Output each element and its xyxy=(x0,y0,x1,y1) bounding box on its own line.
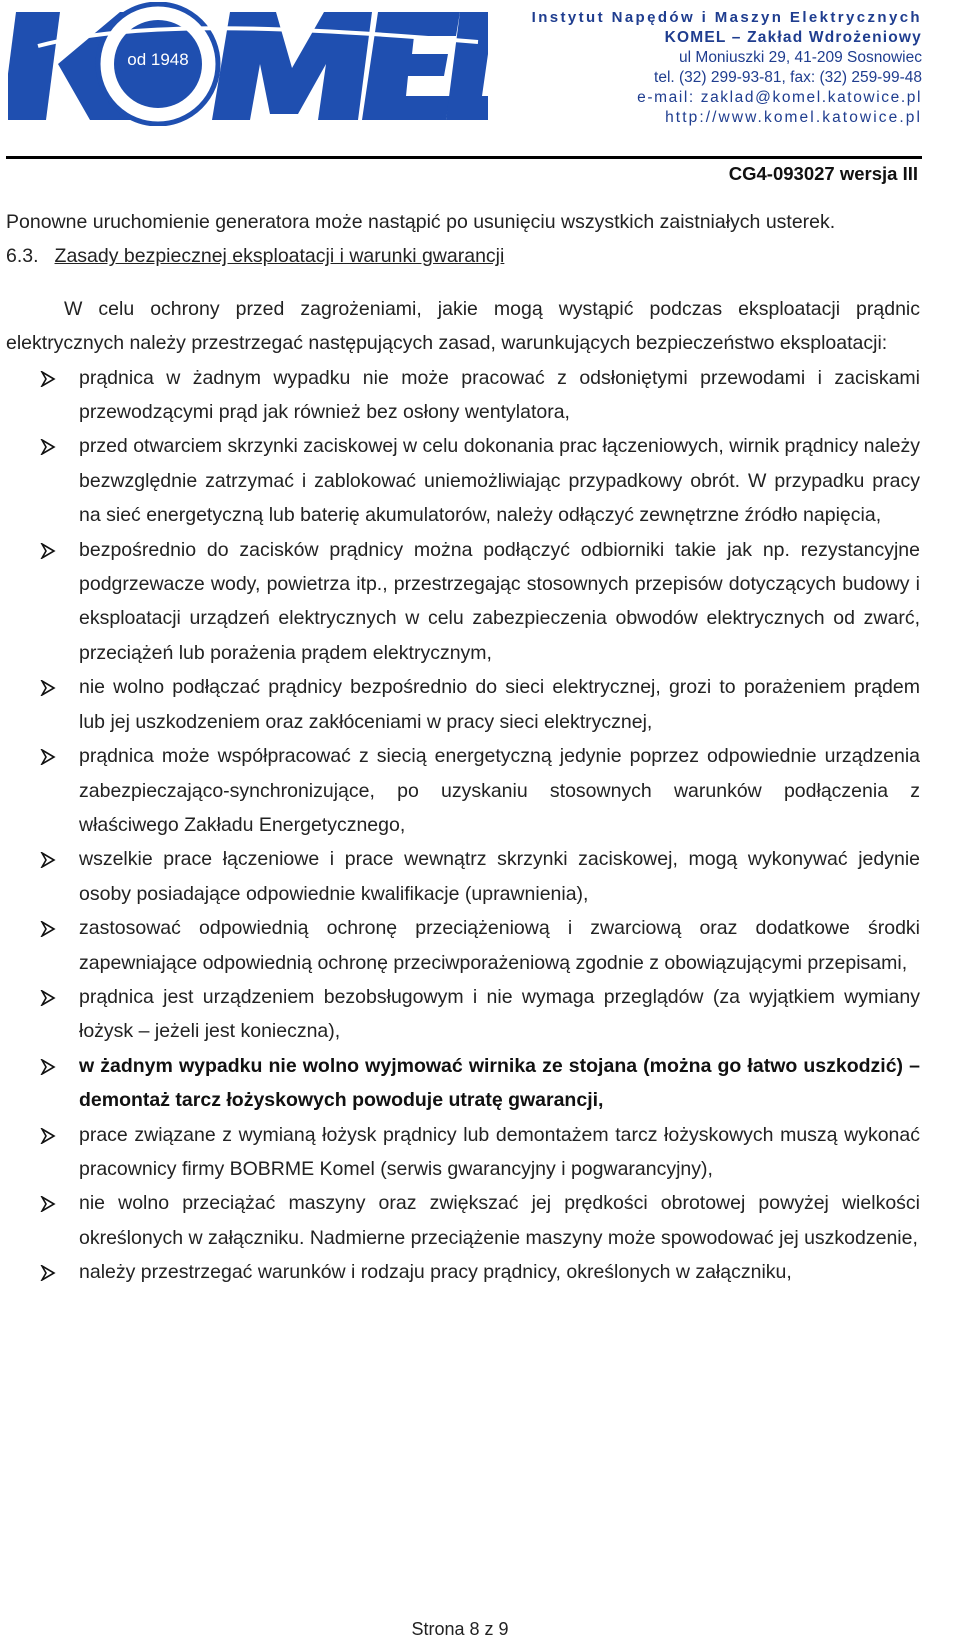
komel-logo xyxy=(8,2,488,126)
list-item-text: prądnica może współpracować z siecią energetyczną jedynie poprzez odpowiednie urządzenia zabezpieczająco-synchronizujące, po uzyskaniu stosownych warunków podłączenia z właściwego Zakładu Energetycznego, xyxy=(79,745,920,836)
list-item xyxy=(6,911,920,980)
phone-fax: tel. (32) 299-93-81, fax: (32) 259-99-48 xyxy=(654,69,922,86)
list-item-text: prądnica w żadnym wypadku nie może pracować z odsłoniętymi przewodami i zaciskami przewodzącymi prąd jak również bez osłony wentylatora, xyxy=(79,366,920,424)
arrow-bullet-icon xyxy=(40,990,56,1006)
list-item xyxy=(6,1186,920,1255)
arrow-bullet-icon xyxy=(40,680,56,696)
list-item-text: bezpośrednio do zacisków prądnicy można podłączyć odbiorniki takie jak np. rezystancyjne podgrzewacze wody, powietrza itp., przestrzegając stosownych przepisów dotyczących budowy i eksploatacji urządzeń elektrycznych w celu zabezpieczenia obwodów elektrycznych od zwarć, przeciążeń lub porażenia prądem elektrycznym, xyxy=(79,538,920,664)
website: http://www.komel.katowice.pl xyxy=(665,109,922,126)
list-item-text: wszelkie prace łączeniowe i prace wewnątrz skrzynki zaciskowej, mogą wykonywać jedynie osoby posiadające odpowiednie kwalifikacje (uprawnienia), xyxy=(79,848,920,905)
list-item-text: prądnica jest urządzeniem bezobsługowym i nie wymaga przeglądów (za wyjątkiem wymiany łożysk – jeżeli jest konieczna), xyxy=(79,985,920,1043)
komel-logo-graphic xyxy=(8,2,488,126)
address: ul Moniuszki 29, 41-209 Sosnowiec xyxy=(679,49,922,66)
arrow-bullet-icon xyxy=(40,749,56,765)
institute-name: Instytut Napędów i Maszyn Elektrycznych xyxy=(531,9,922,26)
list-item-text: nie wolno przeciążać maszyny oraz zwiększać jej prędkości obrotowej powyżej wielkości określonych w załączniku. Nadmierne przeciążenie maszyny może spowodować jej uszkodzenie, xyxy=(79,1192,920,1249)
section-heading xyxy=(6,239,920,273)
list-item xyxy=(6,1049,920,1118)
list-item-text: zastosować odpowiednią ochronę przeciążeniową i zwarciową oraz dodatkowe środki zapewniające odpowiednią ochronę przeciwporażeniową zgodnie z obowiązującymi przepisami, xyxy=(79,917,920,974)
document-body xyxy=(6,205,920,1290)
rules-list xyxy=(6,361,920,1290)
list-item xyxy=(6,980,920,1049)
header-divider xyxy=(6,156,922,159)
contact-block xyxy=(532,8,922,128)
arrow-bullet-icon xyxy=(40,371,56,387)
arrow-bullet-icon xyxy=(40,1196,56,1212)
section-title: Zasady bezpiecznej eksploatacji i warunki gwarancji xyxy=(54,245,505,268)
list-item xyxy=(6,361,920,430)
arrow-bullet-icon xyxy=(40,1128,56,1144)
list-item-text: przed otwarciem skrzynki zaciskowej w celu dokonania prac łączeniowych, wirnik prądnicy należy bezwzględnie zatrzymać i zablokować uniemożliwiając przypadkowy obrót. W przypadku pracy na sieć energetyczną lub baterię akumulatorów, należy odłączyć zewnętrzne źródło napięcia, xyxy=(79,435,921,527)
document-id: CG4-093027 wersja III xyxy=(728,163,918,184)
list-item xyxy=(6,1255,920,1289)
list-item xyxy=(6,533,920,671)
arrow-bullet-icon xyxy=(40,852,56,868)
list-item xyxy=(6,739,920,842)
arrow-bullet-icon xyxy=(40,543,56,559)
section-number: 6.3. xyxy=(6,245,39,268)
logo-since-label: od 1948 xyxy=(127,50,189,69)
arrow-bullet-icon xyxy=(40,921,56,937)
arrow-bullet-icon xyxy=(40,1059,56,1075)
intro-paragraph: W celu ochrony przed zagrożeniami, jakie mogą wystąpić podczas eksploatacji prądnic elektrycznych należy przestrzegać następujących zasad, warunkujących bezpieczeństwo eksploatacji: xyxy=(6,297,920,355)
arrow-bullet-icon xyxy=(40,439,56,455)
list-item-text: prace związane z wymianą łożysk prądnicy lub demontażem tarcz łożyskowych muszą wykonać pracownicy firmy BOBRME Komel (serwis gwarancyjny i pogwarancyjny), xyxy=(79,1123,920,1180)
list-item xyxy=(6,842,920,911)
department-name: KOMEL – Zakład Wdrożeniowy xyxy=(664,29,922,46)
list-item-text: nie wolno podłączać prądnicy bezpośrednio do sieci elektrycznej, grozi to porażeniem prądem lub jej uszkodzeniem oraz zakłóceniami w pracy sieci elektrycznej, xyxy=(79,676,920,733)
list-item xyxy=(6,429,920,532)
list-item-text: w żadnym wypadku nie wolno wyjmować wirnika ze stojana (można go łatwo uszkodzić) – demontaż tarcz łożyskowych powoduje utratę gwarancji, xyxy=(79,1054,920,1112)
arrow-bullet-icon xyxy=(40,1265,56,1281)
list-item xyxy=(6,1118,920,1187)
opening-paragraph: Ponowne uruchomienie generatora może nastąpić po usunięciu wszystkich zaistniałych usterek. xyxy=(6,211,836,233)
page-number: Strona 8 z 9 xyxy=(411,1619,509,1639)
list-item xyxy=(6,670,920,739)
list-item-text: należy przestrzegać warunków i rodzaju pracy prądnicy, określonych w załączniku, xyxy=(79,1261,792,1284)
email: e-mail: zaklad@komel.katowice.pl xyxy=(637,89,922,106)
